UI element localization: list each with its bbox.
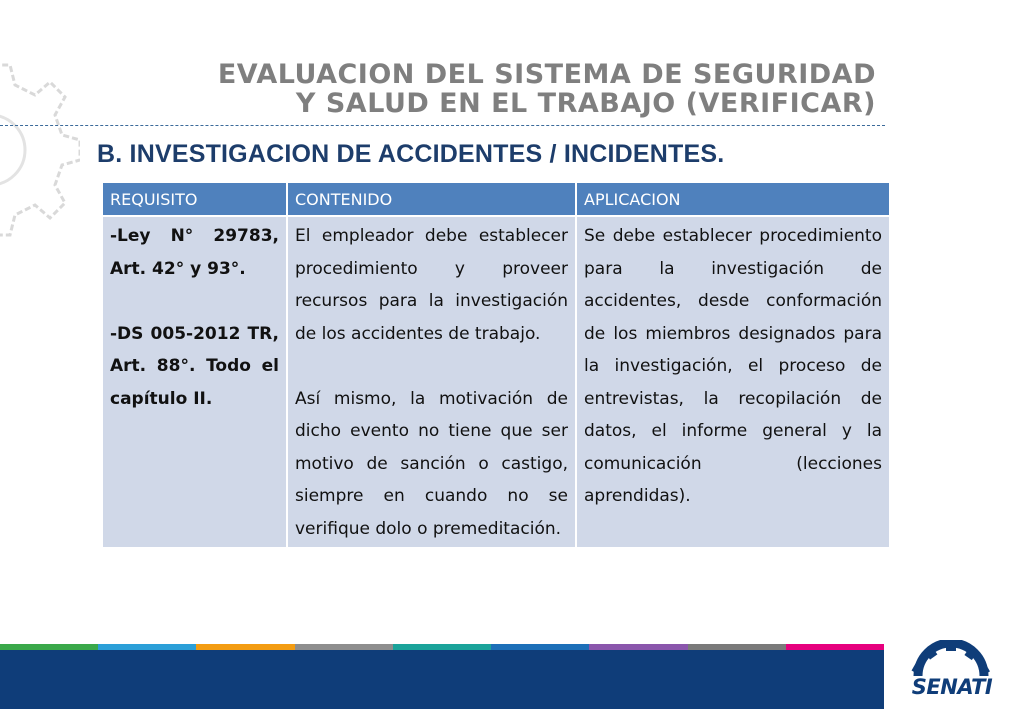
cell-requisito: [103, 216, 287, 547]
senati-logo-text: SENATI: [911, 675, 993, 699]
gear-outline-icon: [0, 60, 80, 240]
table-header-row: [103, 183, 890, 216]
paragraph-gap: [295, 350, 568, 383]
paragraph-gap: [110, 285, 279, 318]
aplicacion-paragraph: Se debe establecer procedimiento para la investigación de accidentes, desde conformación de los miembros designados para la investigación, el proceso de entrevistas, la recopilación de datos, el informe general y la comunicación (lecciones aprendidas).: [584, 226, 882, 506]
title-line-2: Y SALUD EN EL TRABAJO (VERIFICAR): [295, 88, 876, 119]
contenido-paragraph-2: Así mismo, la motivación de dicho evento no tiene que ser motivo de sanción o castigo, siempre en cuando no se verifique dolo o premeditación.: [295, 388, 568, 539]
table-row: [103, 216, 890, 547]
requisito-ley: -Ley N° 29783, Art. 42° y 93°.: [110, 226, 279, 279]
header-requisito: REQUISITO: [103, 183, 287, 216]
contenido-paragraph-1: El empleador debe establecer procedimiento y proveer recursos para la investigación de los accidentes de trabajo.: [295, 226, 568, 344]
cell-contenido: [287, 216, 576, 547]
cell-aplicacion: [576, 216, 890, 547]
title-line-1: EVALUACION DEL SISTEMA DE SEGURIDAD: [217, 59, 876, 90]
requisito-ds: -DS 005-2012 TR, Art. 88°. Todo el capítulo II.: [110, 323, 279, 409]
requirements-table: [103, 183, 891, 547]
footer-bar: [0, 650, 884, 709]
page-title: [100, 60, 876, 118]
section-subtitle: B. INVESTIGACION DE ACCIDENTES / INCIDENTES.: [97, 140, 725, 168]
header-aplicacion: APLICACION: [576, 183, 890, 216]
header-contenido: CONTENIDO: [287, 183, 576, 216]
dashed-divider: [0, 125, 885, 126]
